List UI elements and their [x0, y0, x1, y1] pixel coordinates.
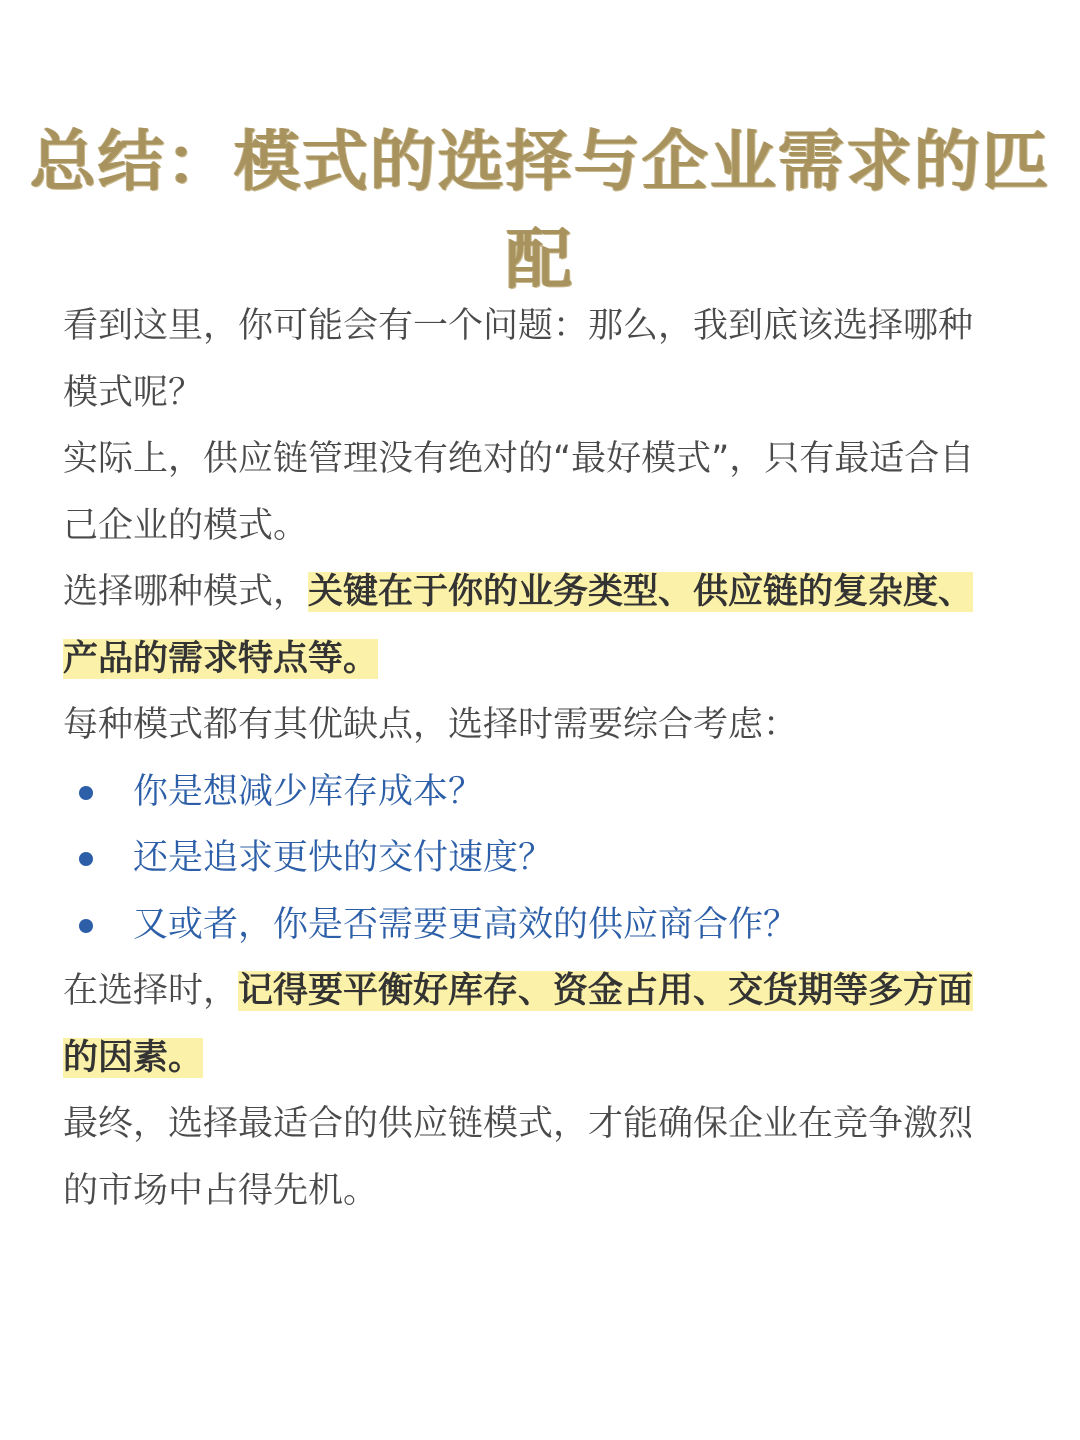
balance-lead: 在选择时， — [63, 971, 239, 1011]
list-item-text: 还是追求更快的交付速度？ — [133, 838, 554, 878]
paragraph-key-factors — [63, 559, 1003, 692]
list-item-text: 又或者，你是否需要更高效的供应商合作？ — [133, 904, 799, 945]
consideration-list — [63, 759, 1003, 959]
paragraph-question: 看到这里，你可能会有一个问题：那么，我到底该选择哪种模式呢？ — [63, 306, 974, 413]
list-item — [63, 825, 1003, 892]
balance-highlight: 记得要平衡好库存、资金占用、交货期等多方面的因素。 — [63, 971, 974, 1078]
paragraph-balance — [63, 958, 1003, 1091]
paragraph-no-best-model: 实际上，供应链管理没有绝对的“最好模式”，只有最适合自己企业的模式。 — [63, 439, 975, 546]
list-item — [63, 759, 1003, 826]
article-body — [63, 293, 1003, 1224]
list-item — [63, 892, 1003, 959]
paragraph-pros-cons: 每种模式都有其优缺点，选择时需要综合考虑： — [63, 705, 799, 745]
bullet-dot-icon — [79, 786, 93, 800]
page-title: 总结：模式的选择与企业需求的匹配 — [30, 122, 1050, 299]
bullet-dot-icon — [79, 919, 93, 933]
key-factors-lead: 选择哪种模式， — [63, 572, 309, 612]
key-factors-highlight: 关键在于你的业务类型、供应链的复杂度、产品的需求特点等。 — [63, 572, 974, 679]
paragraph-conclusion: 最终，选择最适合的供应链模式，才能确保企业在竞争激烈的市场中占得先机。 — [63, 1104, 974, 1211]
list-item-text: 你是想减少库存成本？ — [133, 771, 484, 812]
bullet-dot-icon — [79, 852, 93, 866]
